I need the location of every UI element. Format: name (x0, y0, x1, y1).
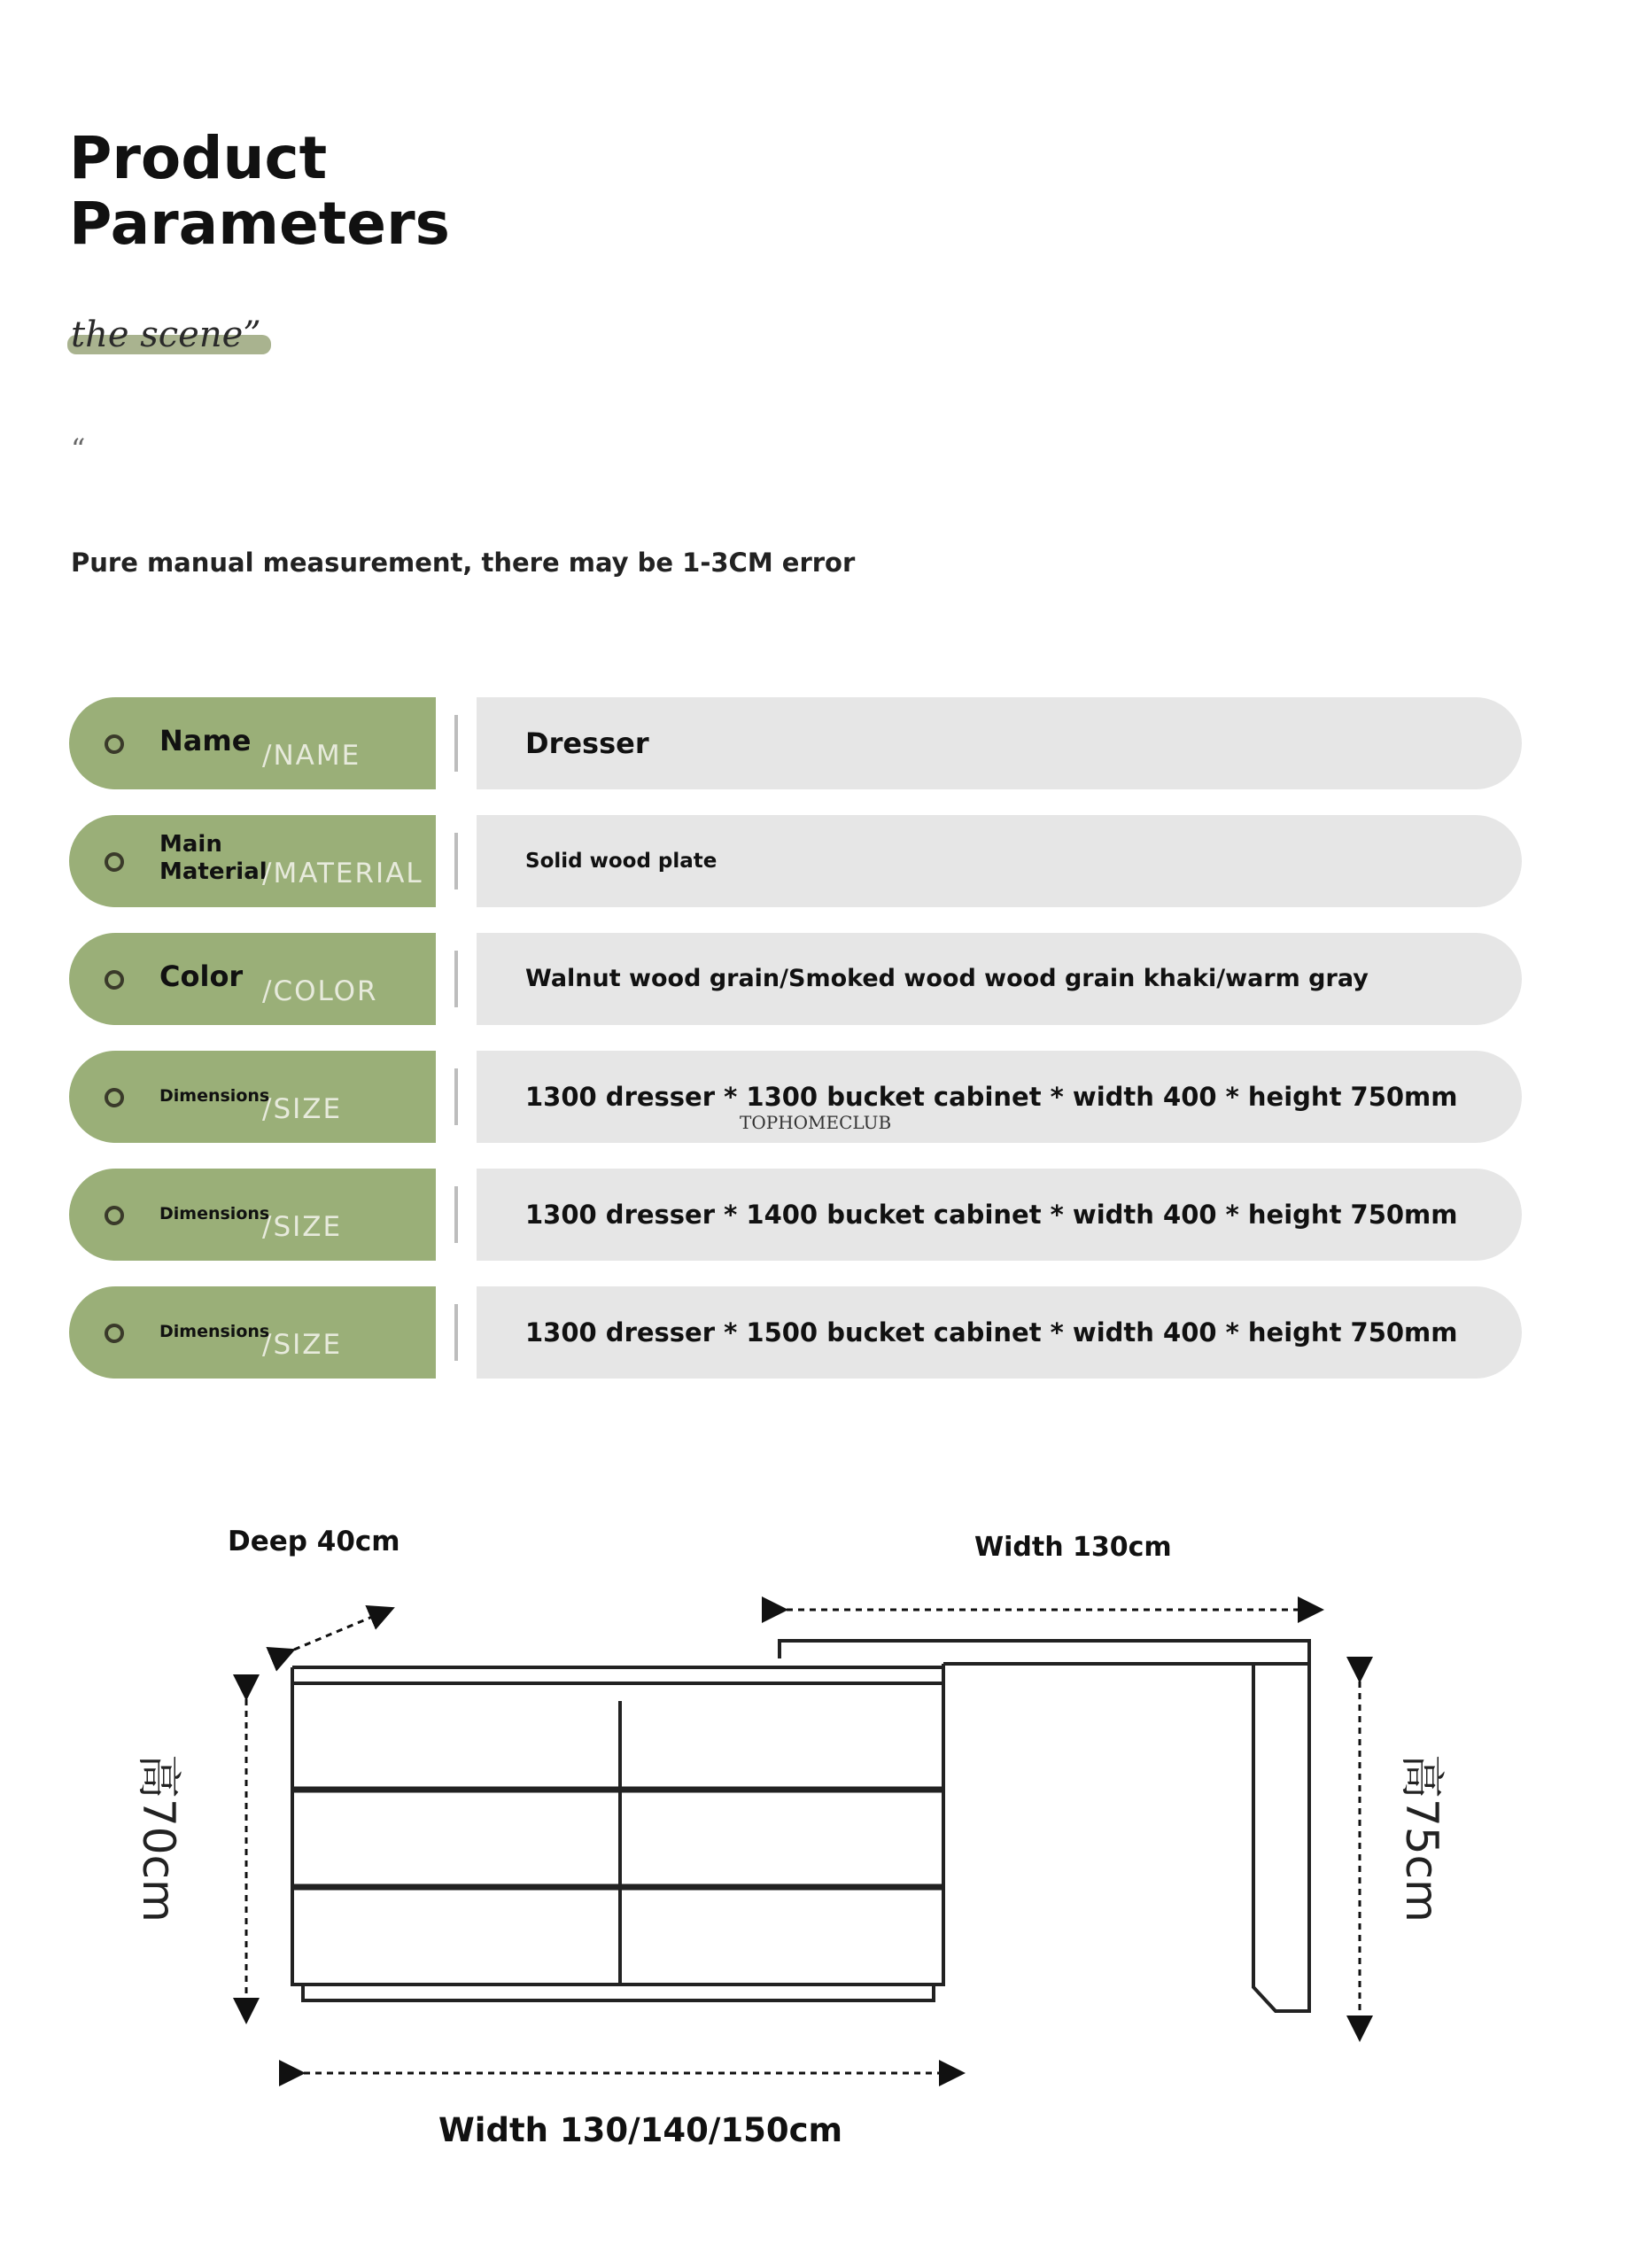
value-pill (477, 933, 1522, 1025)
param-label: Name (159, 724, 252, 757)
param-row-color (69, 933, 1522, 1025)
label-pill (69, 815, 436, 907)
circle-icon (105, 852, 124, 872)
param-code: /NAME (262, 740, 361, 772)
param-value: Solid wood plate (525, 850, 718, 873)
param-code: /SIZE (262, 1211, 343, 1243)
right-height-label: 高75cm (1396, 1754, 1447, 1922)
divider (454, 1186, 458, 1243)
param-row-size-2 (69, 1169, 1522, 1261)
title-line-2: Parameters (69, 190, 450, 258)
watermark-text: TOPHOMECLUB (740, 1112, 892, 1133)
circle-icon (105, 734, 124, 754)
title-line-1: Product (69, 124, 328, 192)
value-pill (477, 1169, 1522, 1261)
divider (454, 715, 458, 772)
param-label-line2: Material (159, 858, 268, 885)
scene-label: the scene” (71, 315, 261, 355)
label-pill (69, 1169, 436, 1261)
dresser-base (303, 1984, 934, 2000)
param-label: Dimensions (159, 1086, 270, 1106)
left-height-label: 高70cm (133, 1754, 184, 1922)
bottom-width-label: Width 130/140/150cm (438, 2111, 843, 2149)
value-pill (477, 1051, 1522, 1143)
dresser-body (292, 1683, 943, 1984)
param-row-name (69, 697, 1522, 789)
quote-mark: “ (71, 432, 86, 466)
depth-label: Deep 40cm (228, 1526, 400, 1557)
circle-icon (105, 1206, 124, 1225)
param-value: 1300 dresser * 1300 bucket cabinet * width 400 * height 750mm (525, 1082, 1458, 1112)
value-pill (477, 815, 1522, 907)
value-pill (477, 1286, 1522, 1379)
dimension-drawing (0, 1488, 1629, 2268)
circle-icon (105, 1088, 124, 1107)
param-label: Color (159, 959, 244, 993)
param-label: Dimensions (159, 1204, 270, 1223)
depth-arrow (283, 1612, 383, 1654)
param-value: Dresser (525, 726, 649, 760)
param-value: 1300 dresser * 1400 bucket cabinet * width 400 * height 750mm (525, 1200, 1458, 1230)
top-width-label: Width 130cm (974, 1532, 1172, 1563)
page-title (69, 126, 565, 257)
param-label (159, 831, 268, 886)
circle-icon (105, 1324, 124, 1343)
label-pill (69, 697, 436, 789)
divider (454, 1304, 458, 1361)
label-pill (69, 1051, 436, 1143)
desk-leg (1253, 1664, 1309, 2011)
param-code: /MATERIAL (262, 858, 423, 889)
desk-top (780, 1641, 1309, 1664)
param-code: /SIZE (262, 1329, 343, 1361)
measurement-note: Pure manual measurement, there may be 1-3CM error (71, 548, 856, 578)
param-row-size-3 (69, 1286, 1522, 1379)
circle-icon (105, 970, 124, 990)
divider (454, 1068, 458, 1125)
label-pill (69, 933, 436, 1025)
value-pill (477, 697, 1522, 789)
param-code: /COLOR (262, 975, 378, 1007)
divider (454, 951, 458, 1007)
param-row-material (69, 815, 1522, 907)
param-label: Dimensions (159, 1322, 270, 1341)
param-value: Walnut wood grain/Smoked wood wood grain khaki/warm gray (525, 965, 1369, 992)
label-pill (69, 1286, 436, 1379)
param-label-line1: Main (159, 831, 222, 858)
param-value: 1300 dresser * 1500 bucket cabinet * width 400 * height 750mm (525, 1317, 1458, 1348)
param-code: /SIZE (262, 1093, 343, 1125)
divider (454, 833, 458, 889)
